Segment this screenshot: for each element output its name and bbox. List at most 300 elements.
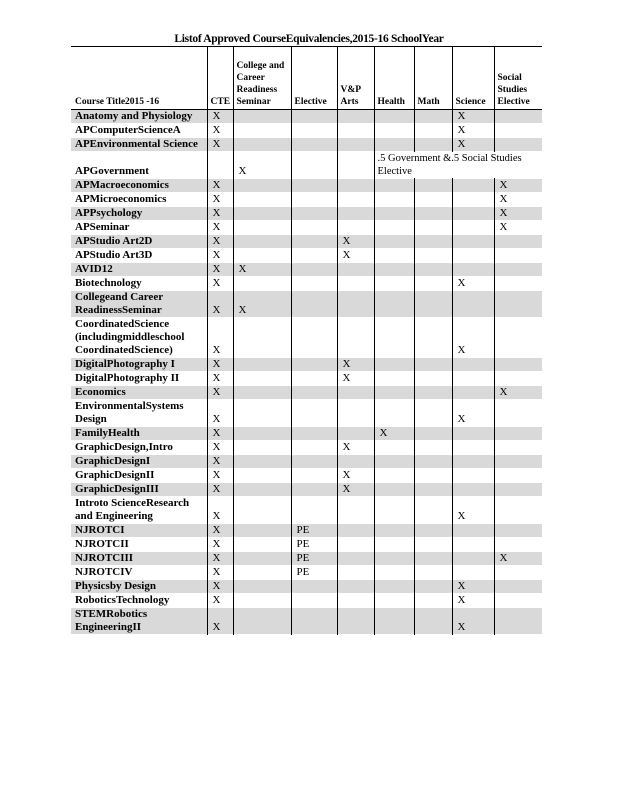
equivalency-cell — [337, 580, 374, 594]
equivalency-cell — [374, 207, 414, 221]
equivalency-cell — [233, 110, 291, 124]
equivalency-cell — [233, 427, 291, 441]
table-row — [71, 580, 542, 594]
equivalency-cell — [337, 318, 374, 358]
table-row — [71, 277, 542, 291]
equivalency-cell — [291, 386, 337, 400]
equivalency-cell — [494, 358, 542, 372]
equivalency-cell — [337, 179, 374, 193]
equivalency-cell — [452, 372, 494, 386]
course-title: NJROTCII — [75, 538, 129, 550]
equivalency-cell — [452, 221, 494, 235]
table-row — [71, 594, 542, 608]
equivalency-cell: X — [207, 455, 233, 469]
course-title: APComputerScienceA — [75, 124, 181, 136]
course-title: Introto ScienceResearch and Engineering — [75, 497, 190, 522]
equivalency-cell — [337, 124, 374, 138]
course-title: AVID12 — [75, 263, 113, 275]
equivalency-cell: X — [452, 400, 494, 427]
equivalency-cell — [337, 291, 374, 318]
course-title: APMicroeconomics — [75, 193, 167, 205]
equivalency-cell — [337, 524, 374, 538]
equivalency-cell — [233, 358, 291, 372]
equivalency-cell — [291, 441, 337, 455]
equivalency-cell — [374, 386, 414, 400]
equivalency-cell: X — [337, 249, 374, 263]
equivalency-cell — [452, 455, 494, 469]
equivalency-cell — [291, 358, 337, 372]
equivalency-cell: X — [207, 221, 233, 235]
equivalency-cell — [233, 207, 291, 221]
equivalency-cell — [337, 455, 374, 469]
course-title: STEMRobotics EngineeringII — [75, 608, 148, 633]
equivalency-cell — [291, 221, 337, 235]
equivalency-cell — [233, 386, 291, 400]
table-row — [71, 179, 542, 193]
equivalency-cell — [233, 221, 291, 235]
table-row — [71, 372, 542, 386]
equivalency-cell: X — [207, 524, 233, 538]
equivalency-cell — [291, 608, 337, 635]
equivalency-cell — [291, 138, 337, 152]
equivalency-cell: X — [233, 263, 291, 277]
equivalency-cell — [233, 318, 291, 358]
equivalency-cell — [494, 594, 542, 608]
equivalency-cell — [414, 372, 452, 386]
equivalency-cell — [374, 358, 414, 372]
equivalency-cell: X — [337, 358, 374, 372]
equivalency-cell — [494, 291, 542, 318]
equivalency-cell — [452, 207, 494, 221]
equivalency-cell — [494, 580, 542, 594]
equivalency-cell — [494, 249, 542, 263]
equivalency-cell — [494, 497, 542, 524]
course-title: APSeminar — [75, 221, 130, 233]
equivalency-cell — [494, 277, 542, 291]
equivalency-cell — [452, 566, 494, 580]
equivalency-cell — [452, 193, 494, 207]
equivalency-cell — [494, 483, 542, 497]
equivalency-cell — [291, 207, 337, 221]
equivalency-cell — [233, 552, 291, 566]
equivalency-cell — [337, 207, 374, 221]
equivalency-cell: X — [207, 291, 233, 318]
equivalency-cell — [374, 372, 414, 386]
column-header: Course Title2015 -16 — [71, 47, 207, 110]
equivalency-cell — [414, 538, 452, 552]
page-title: Listof Approved CourseEquivalencies,2015-16 SchoolYear — [174, 33, 444, 45]
equivalency-cell: PE — [291, 552, 337, 566]
table-row — [71, 497, 542, 524]
equivalency-cell — [374, 566, 414, 580]
course-title: GraphicDesignIII — [75, 483, 159, 495]
course-equivalency-table — [71, 46, 542, 635]
equivalency-cell — [374, 277, 414, 291]
equivalency-cell — [233, 566, 291, 580]
equivalency-cell — [374, 291, 414, 318]
equivalency-cell: X — [452, 608, 494, 635]
equivalency-cell — [494, 455, 542, 469]
equivalency-cell — [452, 427, 494, 441]
equivalency-cell — [494, 318, 542, 358]
equivalency-cell: X — [233, 152, 291, 179]
equivalency-cell — [233, 277, 291, 291]
equivalency-cell: X — [337, 469, 374, 483]
equivalency-cell: X — [207, 318, 233, 358]
equivalency-cell — [233, 497, 291, 524]
equivalency-cell: X — [452, 580, 494, 594]
course-title: Biotechnology — [75, 277, 142, 289]
table-row — [71, 386, 542, 400]
equivalency-cell — [291, 497, 337, 524]
equivalency-cell — [494, 110, 542, 124]
equivalency-cell — [374, 124, 414, 138]
equivalency-cell — [233, 179, 291, 193]
equivalency-cell — [233, 400, 291, 427]
equivalency-cell — [494, 538, 542, 552]
equivalency-cell: X — [207, 483, 233, 497]
equivalency-cell — [374, 193, 414, 207]
table-row — [71, 152, 542, 179]
equivalency-cell — [494, 138, 542, 152]
equivalency-cell — [233, 249, 291, 263]
equivalency-cell: X — [207, 249, 233, 263]
equivalency-cell — [452, 386, 494, 400]
equivalency-cell — [494, 235, 542, 249]
equivalency-cell — [494, 400, 542, 427]
equivalency-cell — [414, 469, 452, 483]
equivalency-cell — [414, 455, 452, 469]
equivalency-cell — [337, 386, 374, 400]
equivalency-cell: X — [494, 207, 542, 221]
equivalency-cell — [291, 110, 337, 124]
equivalency-cell — [452, 179, 494, 193]
equivalency-cell — [337, 538, 374, 552]
equivalency-cell: X — [207, 469, 233, 483]
equivalency-cell: X — [207, 441, 233, 455]
equivalency-cell — [291, 179, 337, 193]
table-row — [71, 138, 542, 152]
equivalency-cell — [337, 497, 374, 524]
equivalency-cell — [291, 193, 337, 207]
column-header: V&P Arts — [337, 47, 374, 110]
equivalency-cell — [374, 455, 414, 469]
equivalency-cell — [291, 455, 337, 469]
equivalency-cell — [374, 524, 414, 538]
table-row — [71, 427, 542, 441]
equivalency-cell: X — [207, 179, 233, 193]
equivalency-cell — [337, 193, 374, 207]
equivalency-cell — [414, 400, 452, 427]
equivalency-cell — [452, 538, 494, 552]
equivalency-cell — [233, 235, 291, 249]
equivalency-cell — [291, 372, 337, 386]
equivalency-cell: X — [207, 386, 233, 400]
equivalency-cell: X — [494, 193, 542, 207]
equivalency-cell — [414, 386, 452, 400]
equivalency-cell: X — [207, 124, 233, 138]
equivalency-cell — [374, 179, 414, 193]
table-row — [71, 358, 542, 372]
equivalency-cell: X — [207, 277, 233, 291]
equivalency-cell: X — [374, 427, 414, 441]
equivalency-cell — [233, 441, 291, 455]
equivalency-cell — [291, 263, 337, 277]
equivalency-cell — [374, 400, 414, 427]
course-title: APStudio Art2D — [75, 235, 153, 247]
equivalency-cell — [374, 249, 414, 263]
equivalency-cell — [414, 110, 452, 124]
equivalency-cell — [414, 124, 452, 138]
course-title: EnvironmentalSystems Design — [75, 400, 184, 425]
equivalency-cell — [233, 455, 291, 469]
course-title: DigitalPhotography I — [75, 358, 175, 370]
equivalency-cell — [414, 427, 452, 441]
equivalency-cell — [337, 263, 374, 277]
equivalency-cell: X — [207, 580, 233, 594]
equivalency-cell: X — [494, 221, 542, 235]
equivalency-cell: X — [452, 124, 494, 138]
equivalency-cell — [233, 524, 291, 538]
course-title: NJROTCIII — [75, 552, 134, 564]
equivalency-cell — [494, 124, 542, 138]
equivalency-cell — [374, 263, 414, 277]
table-row — [71, 291, 542, 318]
table-row — [71, 207, 542, 221]
equivalency-cell — [452, 524, 494, 538]
course-title: GraphicDesignI — [75, 455, 151, 467]
equivalency-cell — [233, 372, 291, 386]
equivalency-cell: X — [452, 594, 494, 608]
equivalency-cell — [414, 193, 452, 207]
equivalency-cell: X — [207, 110, 233, 124]
equivalency-cell — [414, 524, 452, 538]
equivalency-cell — [374, 318, 414, 358]
equivalency-cell: X — [452, 277, 494, 291]
course-title: FamilyHealth — [75, 427, 140, 439]
equivalency-cell — [494, 566, 542, 580]
equivalency-cell: X — [207, 427, 233, 441]
course-title: APStudio Art3D — [75, 249, 153, 261]
table-row — [71, 538, 542, 552]
equivalency-cell: X — [494, 386, 542, 400]
equivalency-cell — [414, 249, 452, 263]
course-title: Collegeand Career ReadinessSeminar — [75, 291, 163, 316]
equivalency-cell — [337, 566, 374, 580]
equivalency-cell: X — [452, 497, 494, 524]
equivalency-cell — [414, 179, 452, 193]
equivalency-cell — [414, 291, 452, 318]
equivalency-cell — [414, 235, 452, 249]
equivalency-cell: X — [207, 138, 233, 152]
equivalency-cell — [233, 608, 291, 635]
equivalency-cell — [291, 483, 337, 497]
table-row — [71, 566, 542, 580]
equivalency-cell — [414, 207, 452, 221]
table-row — [71, 110, 542, 124]
equivalency-cell: X — [207, 552, 233, 566]
equivalency-cell — [374, 538, 414, 552]
equivalency-cell — [374, 235, 414, 249]
column-header: Elective — [291, 47, 337, 110]
equivalency-cell — [414, 566, 452, 580]
table-row — [71, 249, 542, 263]
equivalency-cell — [452, 483, 494, 497]
equivalency-cell — [291, 152, 337, 179]
equivalency-cell — [233, 538, 291, 552]
course-title: APGovernment — [75, 165, 149, 177]
equivalency-cell: X — [452, 138, 494, 152]
equivalency-cell — [374, 580, 414, 594]
equivalency-cell — [414, 580, 452, 594]
equivalency-cell: X — [494, 179, 542, 193]
equivalency-cell — [414, 441, 452, 455]
course-title: CoordinatedScience (includingmiddleschool CoordinatedScience) — [75, 318, 185, 356]
course-title: DigitalPhotography II — [75, 372, 180, 384]
table-row — [71, 221, 542, 235]
course-title: GraphicDesign,Intro — [75, 441, 173, 453]
equivalency-cell: X — [207, 263, 233, 277]
equivalency-cell — [494, 263, 542, 277]
equivalency-cell — [291, 291, 337, 318]
equivalency-cell — [207, 152, 233, 179]
equivalency-cell — [414, 277, 452, 291]
equivalency-cell: X — [207, 207, 233, 221]
equivalency-cell — [374, 497, 414, 524]
equivalency-cell — [374, 483, 414, 497]
column-header: Math — [414, 47, 452, 110]
equivalency-cell — [414, 318, 452, 358]
equivalency-cell — [414, 608, 452, 635]
equivalency-cell — [337, 427, 374, 441]
equivalency-cell — [291, 400, 337, 427]
equivalency-cell — [494, 469, 542, 483]
equivalency-cell: X — [233, 291, 291, 318]
course-title: NJROTCIV — [75, 566, 133, 578]
equivalency-cell — [374, 110, 414, 124]
course-title: NJROTCI — [75, 524, 125, 536]
equivalency-cell: X — [337, 483, 374, 497]
column-header: Social Studies Elective — [494, 47, 542, 110]
equivalency-cell — [452, 235, 494, 249]
equivalency-cell — [452, 263, 494, 277]
equivalency-cell — [374, 221, 414, 235]
equivalency-cell — [374, 469, 414, 483]
equivalency-cell — [414, 221, 452, 235]
equivalency-cell — [494, 372, 542, 386]
equivalency-cell — [233, 138, 291, 152]
equivalency-cell — [337, 152, 374, 179]
equivalency-cell: X — [207, 400, 233, 427]
course-title: Physicsby Design — [75, 580, 156, 592]
equivalency-cell: PE — [291, 566, 337, 580]
equivalency-cell — [414, 483, 452, 497]
equivalency-cell — [414, 552, 452, 566]
table-row — [71, 193, 542, 207]
equivalency-cell — [291, 427, 337, 441]
equivalency-cell: X — [207, 594, 233, 608]
table-header-row — [71, 47, 542, 110]
table-row — [71, 400, 542, 427]
equivalency-cell — [337, 138, 374, 152]
equivalency-cell — [374, 138, 414, 152]
equivalency-cell — [291, 249, 337, 263]
course-title: Anatomy and Physiology — [75, 110, 193, 122]
equivalency-cell — [414, 263, 452, 277]
column-header: CTE — [207, 47, 233, 110]
table-row — [71, 441, 542, 455]
equivalency-cell — [452, 469, 494, 483]
equivalency-cell — [233, 124, 291, 138]
equivalency-cell — [337, 608, 374, 635]
equivalency-cell: X — [207, 358, 233, 372]
equivalency-cell — [233, 469, 291, 483]
equivalency-cell — [414, 358, 452, 372]
equivalency-cell — [414, 138, 452, 152]
course-title: APEnvironmental Science — [75, 138, 198, 150]
equivalency-cell — [414, 497, 452, 524]
equivalency-cell — [337, 400, 374, 427]
equivalency-cell: X — [452, 110, 494, 124]
equivalency-cell — [452, 358, 494, 372]
equivalency-cell — [291, 594, 337, 608]
equivalency-cell — [337, 110, 374, 124]
table-row — [71, 608, 542, 635]
column-header: College and Career Readiness Seminar — [233, 47, 291, 110]
table-row — [71, 235, 542, 249]
equivalency-cell — [337, 594, 374, 608]
column-header: Health — [374, 47, 414, 110]
equivalency-cell — [291, 318, 337, 358]
course-title: Economics — [75, 386, 126, 398]
equivalency-cell — [337, 277, 374, 291]
equivalency-cell — [452, 441, 494, 455]
table-row — [71, 263, 542, 277]
course-title: GraphicDesignII — [75, 469, 155, 481]
equivalency-cell — [494, 524, 542, 538]
course-title: APPsychology — [75, 207, 143, 219]
equivalency-cell — [374, 594, 414, 608]
equivalency-cell — [494, 441, 542, 455]
equivalency-cell — [291, 124, 337, 138]
row-note: .5 Government &.5 Social Studies Elective — [374, 152, 542, 179]
equivalency-cell: X — [494, 552, 542, 566]
equivalency-cell — [374, 441, 414, 455]
equivalency-cell: X — [207, 538, 233, 552]
column-header: Science — [452, 47, 494, 110]
equivalency-cell — [291, 235, 337, 249]
equivalency-cell — [291, 277, 337, 291]
equivalency-cell — [291, 469, 337, 483]
equivalency-cell — [452, 552, 494, 566]
equivalency-cell — [233, 483, 291, 497]
equivalency-cell: X — [207, 497, 233, 524]
table-row — [71, 483, 542, 497]
equivalency-cell: PE — [291, 524, 337, 538]
table-row — [71, 552, 542, 566]
equivalency-cell — [233, 193, 291, 207]
equivalency-cell: X — [207, 235, 233, 249]
equivalency-cell: X — [452, 318, 494, 358]
equivalency-cell — [452, 249, 494, 263]
equivalency-cell: X — [207, 372, 233, 386]
course-title: APMacroeconomics — [75, 179, 169, 191]
equivalency-cell: X — [337, 235, 374, 249]
equivalency-cell — [233, 594, 291, 608]
equivalency-cell: X — [207, 608, 233, 635]
equivalency-cell: X — [207, 566, 233, 580]
equivalency-cell — [337, 221, 374, 235]
